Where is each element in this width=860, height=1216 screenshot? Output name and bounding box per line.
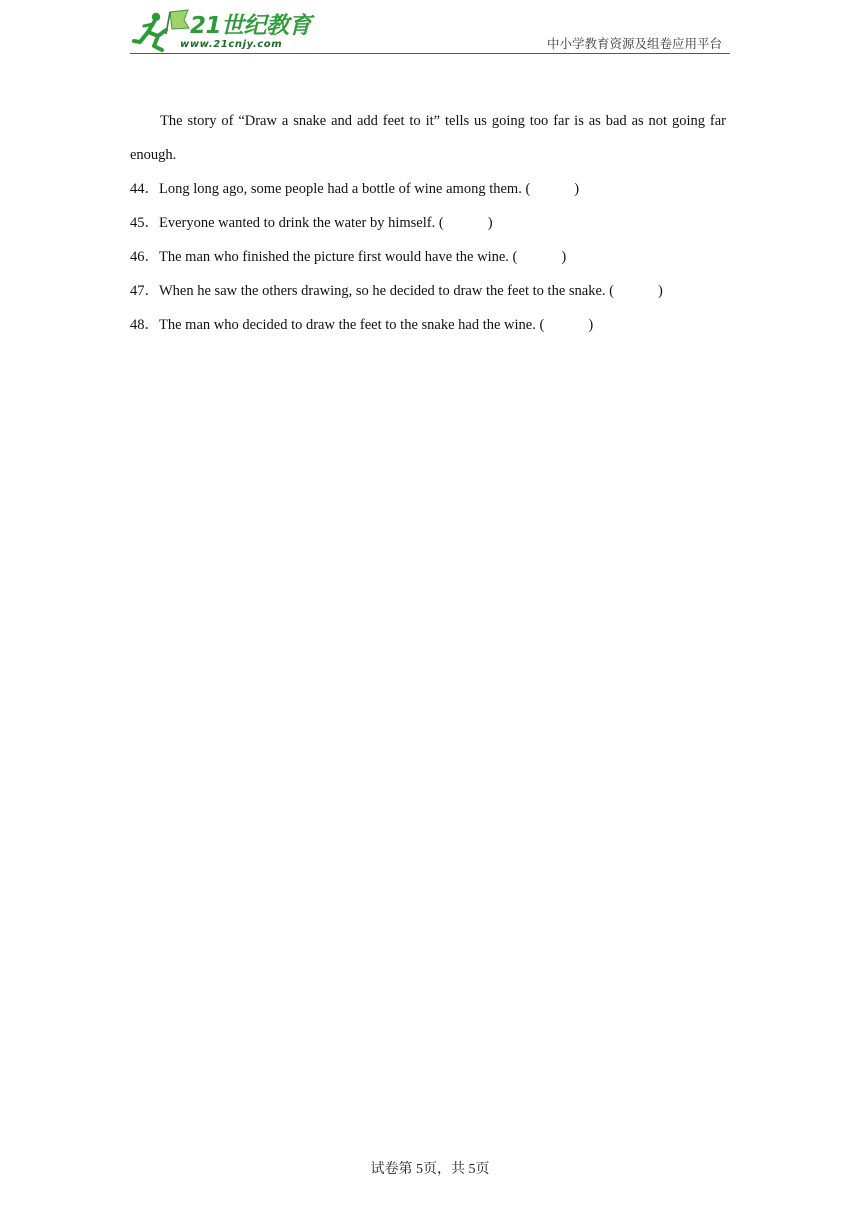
question-number: 46． <box>130 249 159 265</box>
question-number: 47． <box>130 283 159 299</box>
question-46 <box>130 240 726 274</box>
page-footer: 试卷第 5页，共 5页 <box>370 1162 490 1177</box>
question-text: The man who decided to draw the feet to the snake had the wine. ( <box>159 317 545 333</box>
question-text: Everyone wanted to drink the water by himself. ( <box>159 215 444 231</box>
question-number: 45． <box>130 215 159 231</box>
platform-title: 中小学教育资源及组卷应用平台 <box>546 36 722 51</box>
question-text: The man who finished the picture first would have the wine. ( <box>159 249 518 265</box>
page-header <box>130 0 730 56</box>
question-44 <box>130 172 726 206</box>
question-48 <box>130 308 726 342</box>
question-close: ) <box>574 181 580 197</box>
question-text: When he saw the others drawing, so he decided to draw the feet to the snake. ( <box>159 283 614 299</box>
logo-url: www.21cnjy.com <box>180 39 283 50</box>
question-47 <box>130 274 726 308</box>
header-divider <box>130 53 730 54</box>
question-close: ) <box>588 317 594 333</box>
question-close: ) <box>487 215 493 231</box>
document-body <box>130 104 726 342</box>
site-logo <box>132 8 312 52</box>
question-close: ) <box>657 283 663 299</box>
question-close: ) <box>561 249 567 265</box>
question-45 <box>130 206 726 240</box>
passage-summary: The story of “Draw a snake and add feet to it” tells us going too far is as bad as not going far enough. <box>130 113 726 163</box>
logo-title: 21世纪教育 <box>190 13 312 39</box>
question-number: 44． <box>130 181 159 197</box>
question-number: 48． <box>130 317 159 333</box>
question-text: Long long ago, some people had a bottle of wine among them. ( <box>159 181 531 197</box>
